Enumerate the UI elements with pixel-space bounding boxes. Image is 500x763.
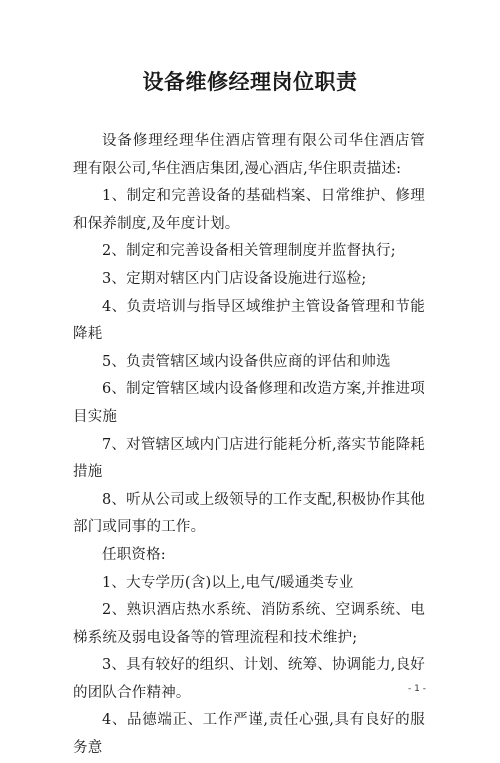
paragraph-qualification-3: 3、具有较好的组织、计划、统筹、协调能力,良好的团队合作精神。 bbox=[73, 657, 425, 701]
paragraph-duty-4: 4、负责培训与指导区域维护主管设备管理和节能降耗 bbox=[73, 298, 425, 343]
paragraph-duty-1: 1、制定和完善设备的基础档案、日常维护、修理和保养制度,及年度计划。 bbox=[73, 188, 425, 232]
paragraph-qualification-2: 2、熟识酒店热水系统、消防系统、空调系统、电梯系统及弱电设备等的管理流程和技术维护; bbox=[73, 602, 425, 646]
paragraph-duty-7: 7、对管辖区域内门店进行能耗分析,落实节能降耗措施 bbox=[73, 436, 425, 481]
paragraph-intro: 设备修理经理华住酒店管理有限公司华住酒店管理有限公司,华住酒店集团,漫心酒店,华住职责描述: bbox=[73, 133, 425, 177]
paragraph-duty-2: 2、制定和完善设备相关管理制度并监督执行; bbox=[102, 243, 396, 260]
paragraph-qualification-4: 4、品德端正、工作严谨,责任心强,具有良好的服务意 bbox=[73, 712, 425, 757]
document-title: 设备维修经理岗位职责 bbox=[142, 70, 358, 94]
document-body bbox=[73, 128, 425, 763]
section-heading-qualifications: 任职资格: bbox=[102, 546, 166, 563]
paragraph-duty-6: 6、制定管辖区域内设备修理和改造方案,并推进项目实施 bbox=[73, 381, 425, 425]
paragraph-duty-8: 8、听从公司或上级领导的工作支配,积极协作其他部门或同事的工作。 bbox=[73, 491, 425, 536]
page-number: - 1 - bbox=[408, 684, 426, 694]
paragraph-duty-5: 5、负责管辖区域内设备供应商的评估和帅选 bbox=[102, 353, 391, 370]
paragraph-qualification-1: 1、大专学历(含)以上,电气/暖通类专业 bbox=[102, 574, 354, 591]
paragraph-duty-3: 3、定期对辖区内门店设备设施进行巡检; bbox=[102, 270, 367, 287]
